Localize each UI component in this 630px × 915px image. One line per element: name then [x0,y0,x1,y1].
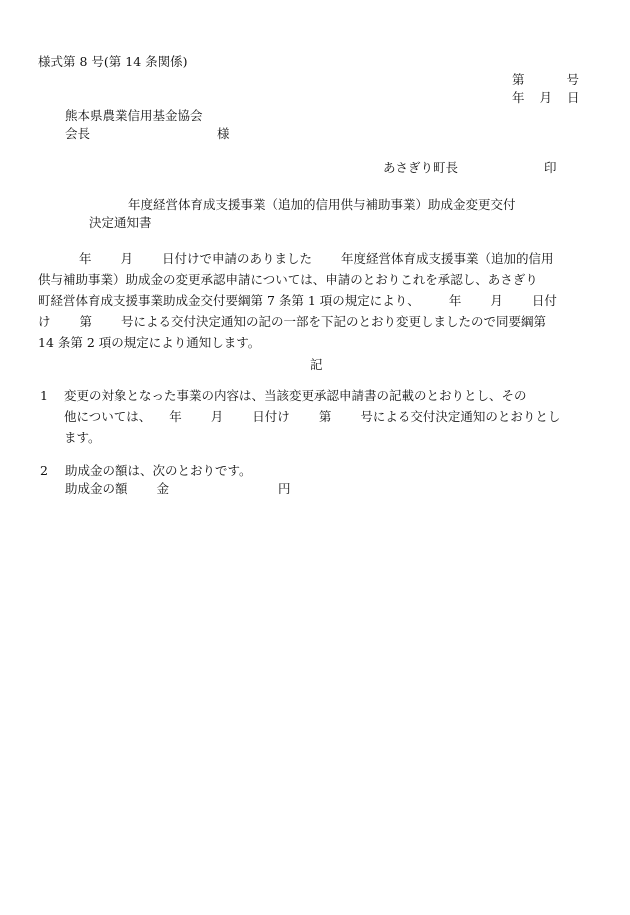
item2-amount-line [65,481,291,497]
body-year: 年 [79,251,92,266]
body-ke: け [38,314,51,329]
body-line-1 [38,248,557,269]
date-line [512,90,580,106]
date-month: 月 [539,90,553,105]
document-title-line1: 年度経営体育成支援事業（追加的信用供与補助事業）助成金変更交付 [128,197,516,212]
number-prefix: 第 [512,72,525,87]
item1-year: 年 [169,409,182,424]
body-month-2: 月 [490,293,503,308]
item1-notice-text: 号による交付決定通知のとおりとし [360,409,561,424]
form-label: 様式第 8 号(第 14 条関係) [38,54,188,69]
item1-month: 月 [210,409,224,424]
body-day-2: 日付 [531,293,557,308]
body-paragraph [38,248,557,353]
amount-label: 助成金の額 [65,481,128,496]
date-day: 日 [567,90,580,105]
body-month: 月 [120,251,134,266]
body-line-5: 14 条第 2 項の規定により通知します。 [38,335,261,350]
item1-line-2 [64,406,560,427]
document-title-line2: 決定通知書 [89,215,152,230]
body-program-text: 年度経営体育成支援事業（追加的信用 [341,251,554,266]
body-notice-text: 号による交付決定通知の記の一部を下記のとおり変更しましたので同要綱第 [121,314,547,329]
seal-mark: 印 [544,160,557,175]
item2-number: 2 [40,463,48,478]
recipient-honorific: 様 [217,126,230,141]
item1-dated: 日付け [252,409,290,424]
item1-line-3: ます。 [64,430,101,445]
body-year-2: 年 [448,293,462,308]
amount-kin: 金 [156,481,170,496]
date-year: 年 [512,90,525,105]
body-line-3 [38,290,557,311]
recipient-title-line [65,126,230,142]
item1-other-text: 他については、 [64,409,152,424]
ki-heading: 記 [310,357,323,372]
body-dai: 第 [79,314,93,329]
sender-name: あさぎり町長 [383,160,459,175]
item2-line-1: 助成金の額は、次のとおりです。 [65,463,252,478]
body-application-text: 日付けで申請のありました [162,251,313,266]
amount-yen: 円 [278,481,291,496]
document-number-line [512,72,579,88]
item1-text [64,385,560,448]
recipient-org: 熊本県農業信用基金協会 [65,108,203,123]
recipient-title: 会長 [65,126,91,141]
body-line-2: 供与補助事業）助成金の変更承認申請については、申請のとおりこれを承認し、あさぎり [38,272,538,287]
item1-dai: 第 [318,409,332,424]
sender-line [383,160,557,176]
body-rule-text: 町経営体育成支援事業助成金交付要綱第 7 条第 1 項の規定により、 [38,293,420,308]
body-line-4 [38,311,557,332]
item1-number: 1 [40,388,48,403]
number-suffix: 号 [566,72,580,87]
item1-line-1: 変更の対象となった事業の内容は、当該変更承認申請書の記載のとおりとし、その [64,388,527,403]
